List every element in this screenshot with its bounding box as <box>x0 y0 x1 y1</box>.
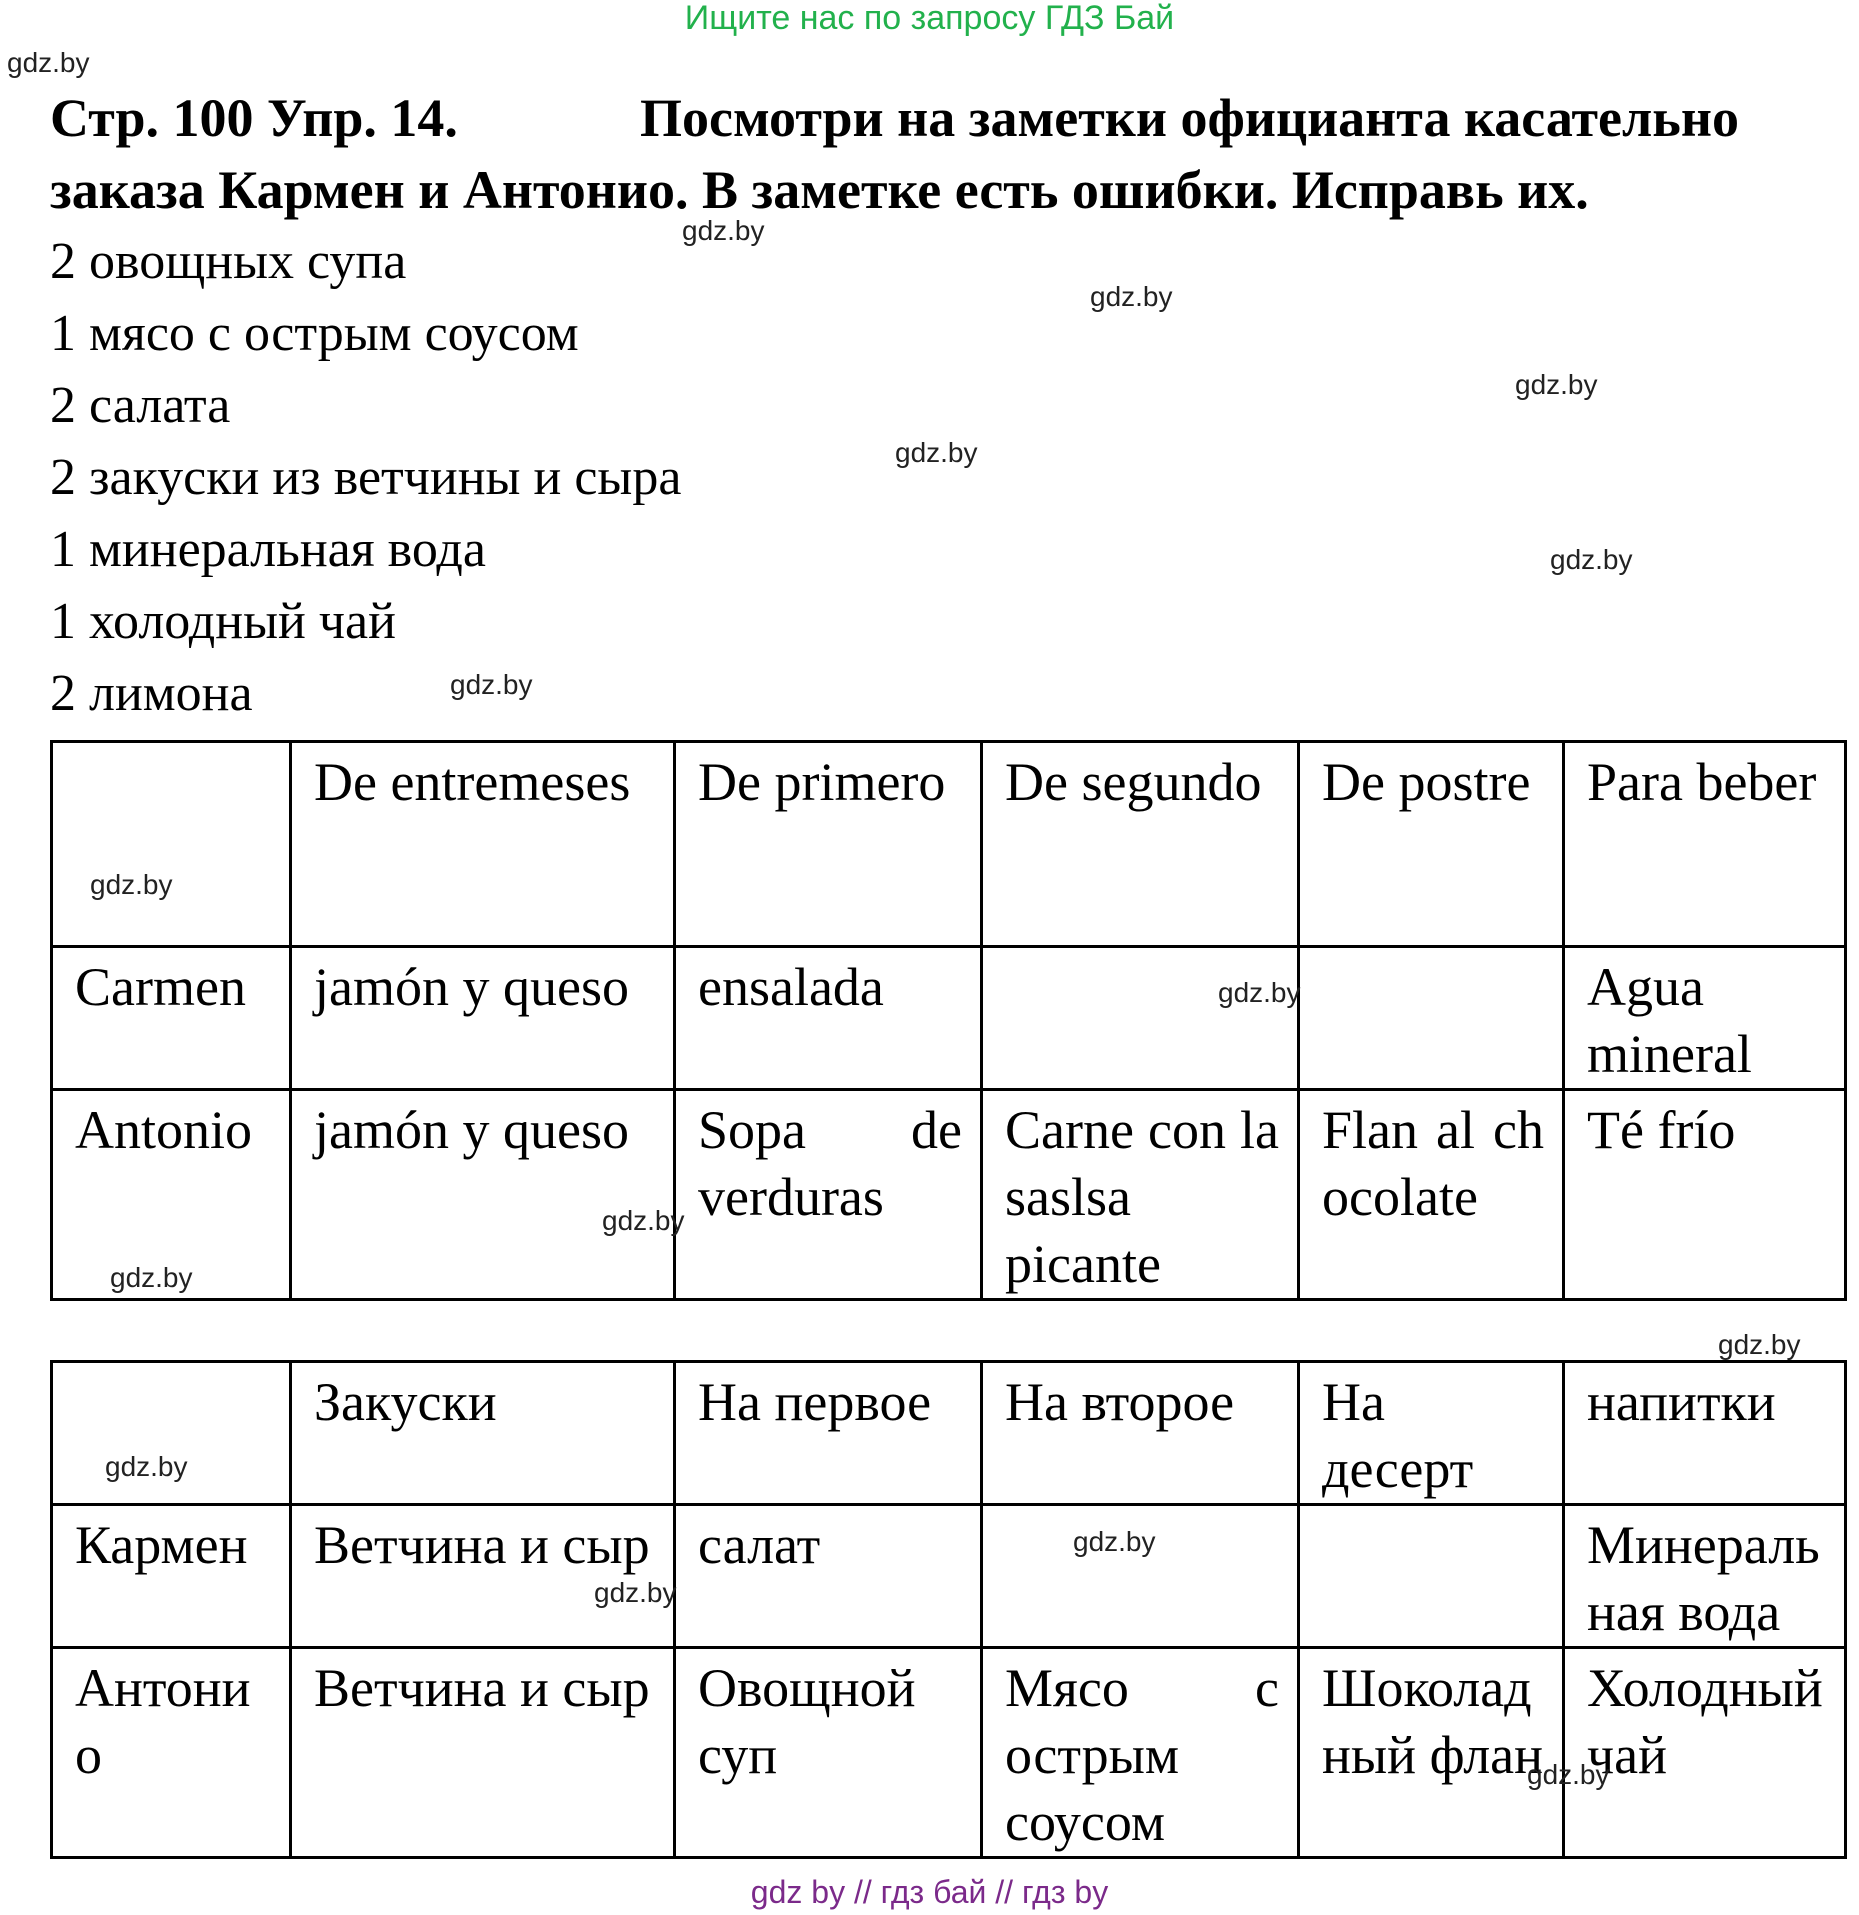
table-cell: Овощной суп <box>675 1648 982 1858</box>
table-cell: Té frío <box>1564 1090 1846 1300</box>
table-cell <box>1299 947 1564 1090</box>
table-cell: Ветчина и сыр <box>291 1505 675 1648</box>
row-label: Carmen <box>52 947 291 1090</box>
header-cell: На десерт <box>1299 1362 1564 1505</box>
table-cell <box>52 742 291 947</box>
table-row <box>52 1090 1846 1300</box>
order-item: 1 мясо с острым соусом <box>50 305 579 362</box>
header-cell: На первое <box>675 1362 982 1505</box>
watermark: gdz.by <box>895 437 978 468</box>
header-cell: Para beber <box>1564 742 1846 947</box>
header-cell: De segundo <box>982 742 1299 947</box>
watermark: gdz.by <box>450 669 533 700</box>
watermark: gdz.by <box>1718 1329 1801 1360</box>
table-cell: jamón y queso <box>291 947 675 1090</box>
table-cell: Agua mineral <box>1564 947 1846 1090</box>
table-cell <box>982 947 1299 1090</box>
watermark: gdz.by <box>1550 544 1633 575</box>
watermark: gdz.by <box>1527 1759 1610 1790</box>
table-cell: Flan al chocolate <box>1299 1090 1564 1300</box>
table-row <box>52 1648 1846 1858</box>
waiter-order-list <box>50 226 681 730</box>
exercise-text-line2: заказа Кармен и Антонио. В заметке есть ошибки. Исправь их. <box>50 160 1589 220</box>
table-header-row <box>52 1362 1846 1505</box>
order-item: 1 минеральная вода <box>50 521 486 578</box>
watermark: gdz.by <box>90 869 173 900</box>
table-cell <box>1299 1505 1564 1648</box>
table-cell: ensalada <box>675 947 982 1090</box>
table-cell: Шоколадный флан <box>1299 1648 1564 1858</box>
watermark: gdz.by <box>1515 369 1598 400</box>
watermark: gdz.by <box>594 1577 677 1608</box>
order-item: 1 холодный чай <box>50 593 396 650</box>
table-cell: Ветчина и сыр <box>291 1648 675 1858</box>
row-label: Кармен <box>52 1505 291 1648</box>
exercise-label: Стр. 100 Упр. 14. <box>50 88 458 148</box>
header-cell: De primero <box>675 742 982 947</box>
exercise-text-line1: Посмотри на заметки официанта касательно <box>640 88 1739 148</box>
watermark: gdz.by <box>7 47 90 78</box>
order-table-spanish <box>50 740 1847 1301</box>
watermark: gdz.by <box>1218 977 1301 1008</box>
site-footer: gdz by // гдз бай // гдз by <box>750 1874 1109 1910</box>
row-label: Антонио <box>52 1648 291 1858</box>
watermark: gdz.by <box>1090 281 1173 312</box>
table-cell: Carne con la saslsa picante <box>982 1090 1299 1300</box>
table-cell: салат <box>675 1505 982 1648</box>
watermark: gdz.by <box>682 215 765 246</box>
table-cell: Минеральная вода <box>1564 1505 1846 1648</box>
header-cell: Закуски <box>291 1362 675 1505</box>
watermark: gdz.by <box>1073 1526 1156 1557</box>
exercise-title <box>50 82 1820 226</box>
header-cell: De postre <box>1299 742 1564 947</box>
table-row <box>52 947 1846 1090</box>
order-item: 2 лимона <box>50 665 253 722</box>
header-cell: напитки <box>1564 1362 1846 1505</box>
table-header-row <box>52 742 1846 947</box>
table-cell: Мясо с острым соусом <box>982 1648 1299 1858</box>
order-item: 2 овощных супа <box>50 233 407 290</box>
table-row <box>52 1505 1846 1648</box>
table-cell: jamón y queso <box>291 1090 675 1300</box>
order-item: 2 закуски из ветчины и сыра <box>50 449 682 506</box>
table-cell <box>52 1362 291 1505</box>
table-cell: Холодный чай <box>1564 1648 1846 1858</box>
table-cell: Sopa de verduras <box>675 1090 982 1300</box>
watermark: gdz.by <box>602 1205 685 1236</box>
order-item: 2 салата <box>50 377 231 434</box>
header-cell: De entremeses <box>291 742 675 947</box>
header-cell: На второе <box>982 1362 1299 1505</box>
watermark: gdz.by <box>105 1451 188 1482</box>
row-label: Antonio <box>52 1090 291 1300</box>
site-banner: Ищите нас по запросу ГДЗ Бай <box>684 0 1175 37</box>
watermark: gdz.by <box>110 1262 193 1293</box>
